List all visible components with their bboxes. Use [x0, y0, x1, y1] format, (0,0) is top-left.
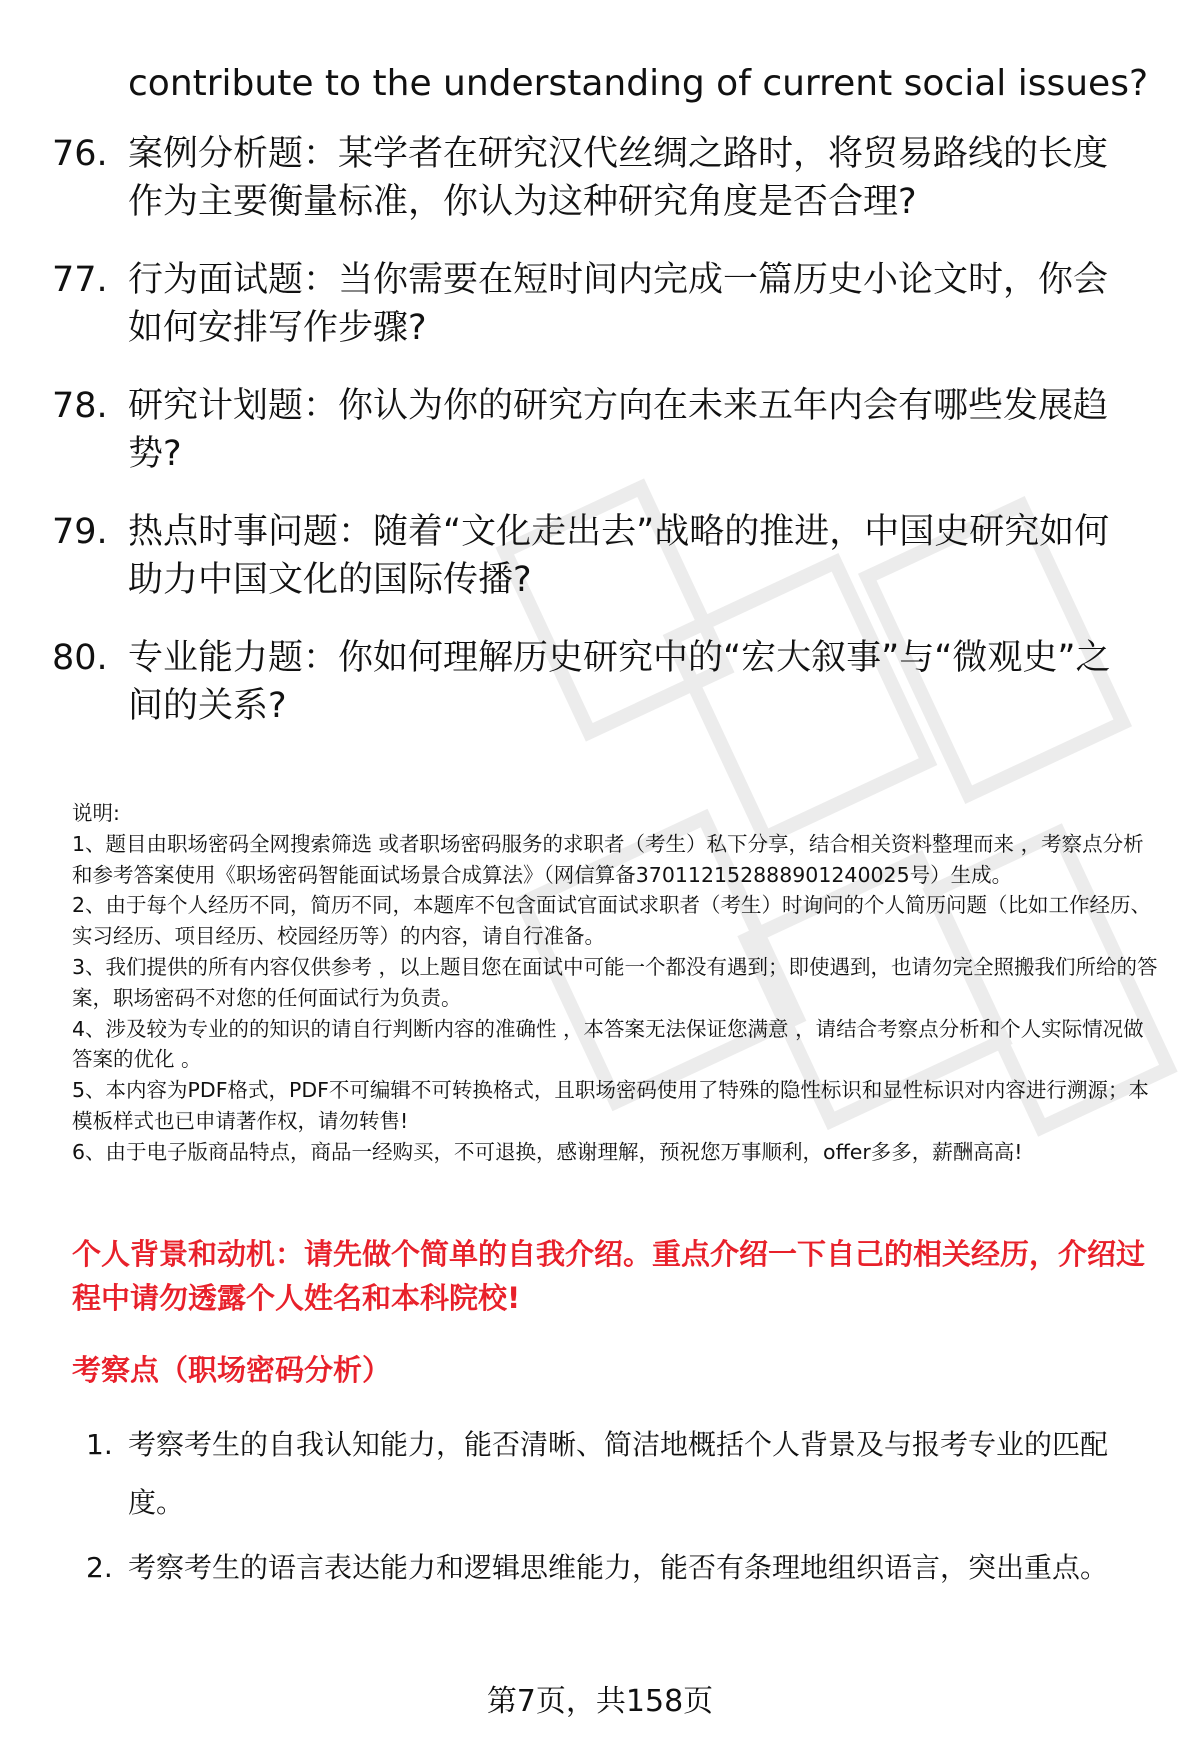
note-item: 3、我们提供的所有内容仅供参考 ，以上题目您在面试中可能一个都没有遇到；即使遇到，也请勿完全照搬我们所给的答案，职场密码不对您的任何面试行为负责。 — [72, 954, 1158, 1010]
note-item: 2、由于每个人经历不同，简历不同，本题库不包含面试官面试求职者（考生）时询问的个人简历问题（比如工作经历、实习经历、项目经历、校园经历等）的内容，请自行准备。 — [72, 893, 1152, 949]
point-text: 考察考生的自我认知能力，能否清晰、简洁地概括个人背景及与报考专业的匹配度。 — [128, 1428, 1109, 1519]
notes-heading: 说明: — [72, 801, 120, 825]
point-number: 2. — [86, 1551, 113, 1584]
note-item: 5、本内容为PDF格式，PDF不可编辑不可转换格式，且职场密码使用了特殊的隐性标识和显性标识对内容进行溯源；本模板样式也已申请著作权，请勿转售! — [72, 1078, 1149, 1133]
note-item: 1、题目由职场密码全网搜索筛选 或者职场密码服务的求职者（考生）私下分享，结合相关资料整理而来 ，考察点分析和参考答案使用《职场密码智能面试场景合成算法》（网信算备370112152888901240025号）生成。 — [72, 831, 1144, 887]
page-footer: 第7页，共158页 — [486, 1684, 714, 1719]
question-text: 专业能力题：你如何理解历史研究中的“宏大叙事”与“微观史”之间的关系? — [128, 638, 1111, 726]
question-text: 热点时事问题：随着“文化走出去”战略的推进，中国史研究如何助力中国文化的国际传播? — [128, 512, 1110, 600]
question-number: 80. — [52, 638, 108, 678]
question-text: 研究计划题：你认为你的研究方向在未来五年内会有哪些发展趋势? — [128, 386, 1109, 474]
point-text: 考察考生的语言表达能力和逻辑思维能力，能否有条理地组织语言，突出重点。 — [128, 1551, 1109, 1584]
point-number: 1. — [86, 1428, 113, 1461]
note-item: 4、涉及较为专业的的知识的请自行判断内容的准确性 ，本答案无法保证您满意 ，请结合考察点分析和个人实际情况做答案的优化 。 — [72, 1016, 1144, 1072]
question-text: 案例分析题：某学者在研究汉代丝绸之路时，将贸易路线的长度作为主要衡量标准，你认为这种研究角度是否合理? — [128, 134, 1109, 222]
question-text: 行为面试题：当你需要在短时间内完成一篇历史小论文时，你会如何安排写作步骤? — [128, 260, 1109, 348]
note-item: 6、由于电子版商品特点，商品一经购买，不可退换，感谢理解，预祝您万事顺利，offer多多，薪酬高高! — [72, 1139, 1023, 1164]
question-number: 76. — [52, 134, 108, 174]
question-number: 78. — [52, 386, 108, 426]
question-number: 79. — [52, 512, 108, 552]
highlight-question: 个人背景和动机：请先做个简单的自我介绍。重点介绍一下自己的相关经历，介绍过程中请勿透露个人姓名和本科院校! — [72, 1237, 1146, 1315]
notes-section — [72, 798, 1162, 1168]
question-number: 77. — [52, 260, 108, 300]
question-continuation: contribute to the understanding of current social issues? — [128, 63, 1149, 104]
analysis-title: 考察点（职场密码分析） — [72, 1353, 392, 1387]
